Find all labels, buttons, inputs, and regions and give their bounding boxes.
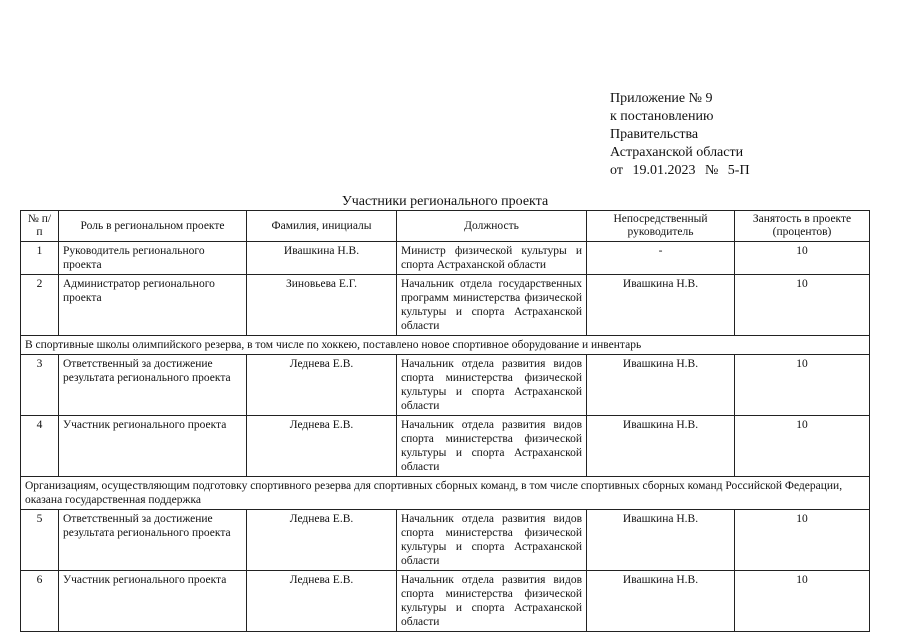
- section-heading: В спортивные школы олимпийского резерва, в том числе по хоккею, поставлено новое спортивное оборудование и инвентарь: [21, 336, 870, 355]
- table-row: [21, 355, 870, 416]
- row-number: 4: [21, 416, 59, 477]
- row-number: 2: [21, 275, 59, 336]
- row-position: Начальник отдела развития видов спорта министерства физической культуры и спорта Астраханской области: [397, 416, 587, 477]
- row-role: Администратор регионального проекта: [59, 275, 247, 336]
- row-number: 3: [21, 355, 59, 416]
- section-row: [21, 336, 870, 355]
- header-cell: № п/п: [21, 211, 59, 242]
- row-number: 5: [21, 510, 59, 571]
- header-cell: Занятость в проекте (процентов): [735, 211, 870, 242]
- row-name: Леднева Е.В.: [247, 510, 397, 571]
- appendix-line: к постановлению: [610, 109, 714, 124]
- number-prefix: №: [704, 163, 719, 178]
- row-employment: 10: [735, 242, 870, 275]
- decree-number: 5-П: [727, 163, 750, 178]
- row-employment: 10: [735, 416, 870, 477]
- date-prefix: от: [610, 163, 623, 178]
- appendix-line: Правительства: [610, 127, 699, 142]
- header-cell: Роль в региональном проекте: [59, 211, 247, 242]
- appendix-date-line: [610, 162, 756, 180]
- row-position: Начальник отдела развития видов спорта министерства физической культуры и спорта Астраханской области: [397, 510, 587, 571]
- row-supervisor: Ивашкина Н.В.: [587, 355, 735, 416]
- document-title: Участники регионального проекта: [341, 194, 549, 209]
- table-row: [21, 510, 870, 571]
- row-role: Ответственный за достижение результата регионального проекта: [59, 355, 247, 416]
- row-supervisor: Ивашкина Н.В.: [587, 571, 735, 632]
- row-name: Леднева Е.В.: [247, 416, 397, 477]
- row-supervisor: Ивашкина Н.В.: [587, 275, 735, 336]
- row-position: Начальник отдела государственных программ министерства физической культуры и спорта Астраханской области: [397, 275, 587, 336]
- table-header-row: [21, 211, 870, 242]
- row-name: Леднева Е.В.: [247, 355, 397, 416]
- row-employment: 10: [735, 355, 870, 416]
- row-position: Начальник отдела развития видов спорта министерства физической культуры и спорта Астраханской области: [397, 571, 587, 632]
- section-row: [21, 477, 870, 510]
- row-name: Ивашкина Н.В.: [247, 242, 397, 275]
- appendix-line: Приложение № 9: [610, 91, 713, 106]
- decree-date: 19.01.2023: [632, 163, 696, 178]
- table-row: [21, 571, 870, 632]
- appendix-line: Астраханской области: [610, 145, 744, 160]
- section-heading: Организациям, осуществляющим подготовку спортивного резерва для спортивных сборных команд, в том числе спортивных сборных команд Российской Федерации, оказана государственная поддержка: [21, 477, 870, 510]
- row-position: Начальник отдела развития видов спорта министерства физической культуры и спорта Астраханской области: [397, 355, 587, 416]
- row-role: Ответственный за достижение результата регионального проекта: [59, 510, 247, 571]
- header-cell: Непосредственный руководитель: [587, 211, 735, 242]
- table-row: [21, 416, 870, 477]
- row-role: Участник регионального проекта: [59, 416, 247, 477]
- row-number: 6: [21, 571, 59, 632]
- row-employment: 10: [735, 571, 870, 632]
- row-name: Леднева Е.В.: [247, 571, 397, 632]
- header-cell: Фамилия, инициалы: [247, 211, 397, 242]
- header-cell: Должность: [397, 211, 587, 242]
- row-role: Руководитель регионального проекта: [59, 242, 247, 275]
- appendix-block: [610, 90, 756, 180]
- row-employment: 10: [735, 510, 870, 571]
- row-role: Участник регионального проекта: [59, 571, 247, 632]
- participants-table: [20, 210, 870, 632]
- table-row: [21, 242, 870, 275]
- row-supervisor: Ивашкина Н.В.: [587, 510, 735, 571]
- row-supervisor: -: [587, 242, 735, 275]
- row-position: Министр физической культуры и спорта Астраханской области: [397, 242, 587, 275]
- row-number: 1: [21, 242, 59, 275]
- row-employment: 10: [735, 275, 870, 336]
- row-name: Зиновьева Е.Г.: [247, 275, 397, 336]
- table-row: [21, 275, 870, 336]
- row-supervisor: Ивашкина Н.В.: [587, 416, 735, 477]
